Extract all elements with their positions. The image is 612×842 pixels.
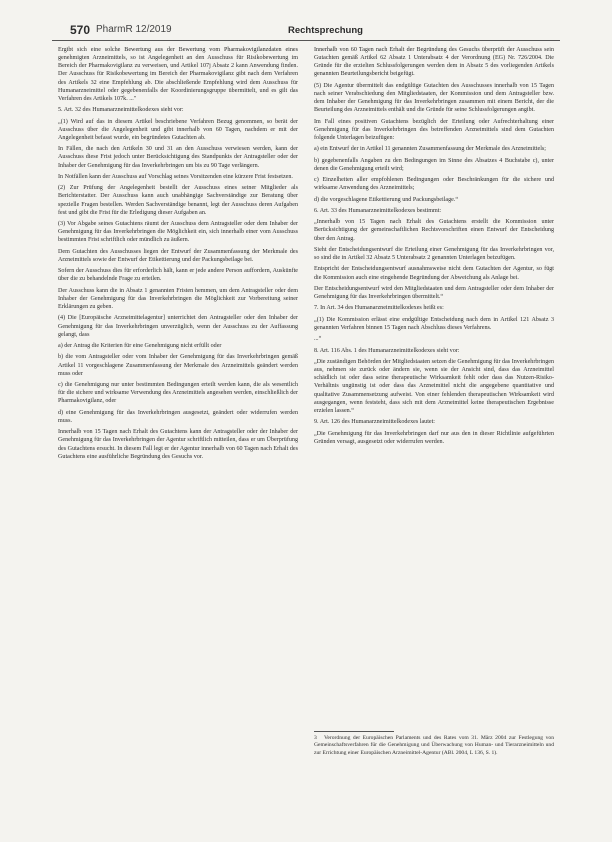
paragraph: 5. Art. 32 des Humanarzneimittelkodexes sieht vor: [58, 107, 184, 114]
paragraph: c) die Genehmigung nur unter bestimmten Bedingungen erteilt werden kann, die als wesentlich für die sichere und wirksame Verwendung des Arzneimittels angesehen werden, einschließlich der Pharmakovigilanz, oder [58, 382, 298, 405]
paragraph: „Die Genehmigung für das Inverkehrbringen darf nur aus den in dieser Richtlinie aufgeführten Gründen versagt, ausgesetzt oder widerrufen werden. [314, 430, 554, 445]
paragraph: b) die vom Antragsteller oder vom Inhaber der Genehmigung für das Inverkehrbringen gemäß Artikel 11 vorgeschlagene Zusammenfassung der Merkmale des Arzneimittels geändert werden muss oder [58, 354, 298, 377]
footnote-text: Verordnung der Europäischen Parlaments und des Rates vom 31. März 2004 zur Festlegung von Gemeinschaftsverfahren für die Genehmigung und Überwachung von Human- und Tierarzneimitteln und zur Errichtung einer Europäischen Arzneimittel-Agentur (ABl. 2004, L 136, S. 1). [314, 735, 554, 756]
paragraph: 6. Art. 33 des Humanarzneimittelkodexes bestimmt: [314, 207, 442, 214]
left-column [58, 46, 298, 464]
paragraph: (2) Zur Prüfung der Angelegenheit bestellt der Ausschuss eines seiner Mitglieder als Berichterstatter. Der Ausschuss kann auch unabhängige Sachverständige zur Beratung über spezielle Fragen bestellen. Werden Sachverständige benannt, legt der Ausschuss deren Aufgaben fest und gibt die Frist für die Erledigung dieser Aufgaben an. [58, 185, 298, 216]
paragraph: ...“ [314, 336, 322, 343]
paragraph: (4) Die [Europäische Arzneimittelagentur] unterrichtet den Antragsteller oder den Inhaber der Genehmigung für das Inverkehrbringen unverzüglich, wenn der Ausschuss zu der Auffassung gelangt, dass [58, 315, 298, 338]
paragraph: Dem Gutachten des Ausschusses liegen der Entwurf der Zusammenfassung der Merkmale des Arzneimittels sowie der Entwurf der Etikettierung und der Packungsbeilage bei. [58, 248, 298, 263]
paragraph: 7. In Art. 34 des Humanarzneimittelkodexes heißt es: [314, 305, 444, 312]
paragraph: Innerhalb von 60 Tagen nach Erhalt der Begründung des Gesuchs überprüft der Ausschuss sein Gutachten gemäß Artikel 62 Absatz 1 Unterabsatz 4 der Verordnung (EG) Nr. 726/2004. Die Gründe für die erzielten Schlussfolgerungen werden dem in Absatz 5 des vorliegenden Artikels genannten Beurteilungsbericht beigefügt. [314, 47, 554, 78]
paragraph: „Die zuständigen Behörden der Mitgliedstaaten setzen die Genehmigung für das Inverkehrbringen aus, nehmen sie zurück oder ändern sie, wenn sie der Ansicht sind, dass das Arzneimittel schädlich ist oder dass seine therapeutische Wirksamkeit fehlt oder dass das Nutzen-Risiko-Verhältnis ungünstig ist oder dass das Arzneimittel nicht die angegebene quantitative und qualitative Zusammensetzung aufweist. Von einer fehlenden therapeutischen Wirksamkeit wird ausgegangen, wenn feststeht, dass sich mit dem Arzneimittel keine therapeutischen Ergebnisse erzielen lassen.“ [314, 359, 554, 414]
running-header [52, 16, 560, 38]
paragraph: d) eine Genehmigung für das Inverkehrbringen ausgesetzt, geändert oder widerrufen werden muss. [58, 409, 298, 424]
footnote-number: 3 [314, 735, 317, 741]
paragraph: c) Einzelheiten aller empfohlenen Bedingungen oder Beschränkungen für die sichere und wirksame Anwendung des Arzneimittels; [314, 177, 554, 192]
footnote [314, 735, 554, 757]
paragraph: In Notfällen kann der Ausschuss auf Vorschlag seines Vorsitzenden eine kürzere Frist festsetzen. [58, 173, 293, 180]
paragraph: „(1) Wird auf das in diesem Artikel beschriebene Verfahren Bezug genommen, so berät der Ausschuss über die Angelegenheit und gibt innerhalb von 60 Tagen, nachdem er mit der Angelegenheit befasst wurde, ein begründetes Gutachten ab. [58, 118, 298, 141]
footnote-rule [314, 731, 394, 732]
paragraph: d) die vorgeschlagene Etikettierung und Packungsbeilage.“ [314, 196, 459, 203]
page-number: 570 [70, 23, 91, 37]
paragraph: Ergibt sich eine solche Bewertung aus der Bewertung vom Pharmakovigilanzdaten eines genehmigten Arzneimittels, so ist Angelegenheit an den Ausschuss für Risikobewertung im Bereich der Pharmakovigilanz zu verweisen, und Artikel 107j Absatz 2 kann Anwendung finden. Der Ausschuss für Risikobewertung im Bereich der Pharmakovigilanz gibt nach dem Verfahren des Artikels 32 eine Empfehlung ab. Die abschließende Empfehlung wird dem Ausschuss für Humanarzneimittel oder gegebenenfalls der Koordinierungsgruppe übermittelt, und es gilt das Verfahren des Artikels 107k. ..." [58, 47, 298, 102]
section-rubric: Rechtsprechung [288, 25, 363, 36]
paragraph: Der Entscheidungsentwurf wird den Mitgliedstaaten und dem Antragsteller oder dem Inhaber der Genehmigung für das Inverkehrbringen übermittelt.“ [314, 285, 554, 301]
paragraph: Sieht der Entscheidungsentwurf die Erteilung einer Genehmigung für das Inverkehrbringen vor, so sind die in Artikel 32 Absatz 5 Unterabsatz 2 genannten Unterlagen beizufügen. [314, 246, 554, 262]
paragraph: 8. Art. 116 Abs. 1 des Humanarzneimittelkodexes sieht vor: [314, 347, 460, 354]
paragraph: (3) Vor Abgabe seines Gutachtens räumt der Ausschuss dem Antragsteller oder dem Inhaber der Genehmigung für das Inverkehrbringen die Möglichkeit ein, sich innerhalb einer vom Ausschuss bestimmten Frist schriftlich oder mündlich zu äußern. [58, 221, 298, 244]
paragraph: „(1) Die Kommission erlässt eine endgültige Entscheidung nach dem in Artikel 121 Absatz 3 genannten Verfahren binnen 15 Tagen nach Abschluss dieses Verfahrens. [314, 316, 554, 331]
paragraph: Innerhalb von 15 Tagen nach Erhalt des Gutachtens kann der Antragsteller oder der Inhaber der Genehmigung für das Inverkehrbringen der Agentur schriftlich mitteilen, dass er um Überprüfung des Gutachtens ersucht. In diesem Fall legt er der Agentur innerhalb von 60 Tagen nach Erhalt des Gutachtens eine ausführliche Begründung des Gesuchs vor. [58, 429, 298, 460]
paragraph: a) ein Entwurf der in Artikel 11 genannten Zusammenfassung der Merkmale des Arzneimittels; [314, 146, 546, 153]
paragraph: (5) Die Agentur übermittelt das endgültige Gutachten des Ausschusses innerhalb von 15 Tagen nach seiner Verabschiedung den Mitgliedstaaten, der Kommission und dem Antragsteller bzw. dem Inhaber der Genehmigung für das Inverkehrbringen zusammen mit einem Bericht, der die Beurteilung des Arzneimittels enthält und die Gründe für seine Schlussfolgerungen angibt. [314, 82, 554, 114]
right-column [314, 46, 554, 449]
journal-name: PharmR 12/2019 [96, 24, 172, 35]
paragraph: b) gegebenenfalls Angaben zu den Bedingungen im Sinne des Absatzes 4 Buchstabe c), unter denen die Genehmigung erteilt wird; [314, 157, 554, 172]
paragraph: Entspricht der Entscheidungsentwurf ausnahmsweise nicht dem Gutachten der Agentur, so fügt die Kommission auch eine eingehende Begründung der Abweichung als Anlage bei. [314, 266, 554, 281]
paragraph: Sofern der Ausschuss dies für erforderlich hält, kann er jede andere Person auffordern, Auskünfte über die zu behandelnde Frage zu erteilen. [58, 268, 298, 283]
paragraph: Der Ausschuss kann die in Absatz 1 genannten Fristen hemmen, um dem Antragsteller oder dem Inhaber der Genehmigung für das Inverkehrbringen die Möglichkeit zur Vorbereitung seiner Erklärungen zu geben. [58, 287, 298, 311]
paragraph: „Innerhalb von 15 Tagen nach Erhalt des Gutachtens erstellt die Kommission unter Berücksichtigung der gemeinschaftlichen Rechtsvorschriften einen Entwurf der Entscheidung über den Antrag. [314, 219, 554, 242]
paragraph: 9. Art. 126 des Humanarzneimittelkodexes lautet: [314, 419, 435, 426]
paragraph: Im Fall eines positiven Gutachtens bezüglich der Erteilung oder Aufrechterhaltung einer Genehmigung für das Inverkehrbringen des betreffenden Arzneimittels sind dem Gutachten folgende Unterlagen beizufügen: [314, 118, 554, 141]
paragraph: In Fällen, die nach den Artikeln 30 und 31 an den Ausschuss verwiesen werden, kann der Ausschuss diese Frist jedoch unter Berücksichtigung des Standpunkts der Antragsteller oder der Inhaber der Genehmigung für das Inverkehrbringen um bis zu 90 Tage verlängern. [58, 146, 298, 169]
paragraph: a) der Antrag die Kriterien für eine Genehmigung nicht erfüllt oder [58, 343, 222, 350]
header-rule [52, 40, 560, 41]
